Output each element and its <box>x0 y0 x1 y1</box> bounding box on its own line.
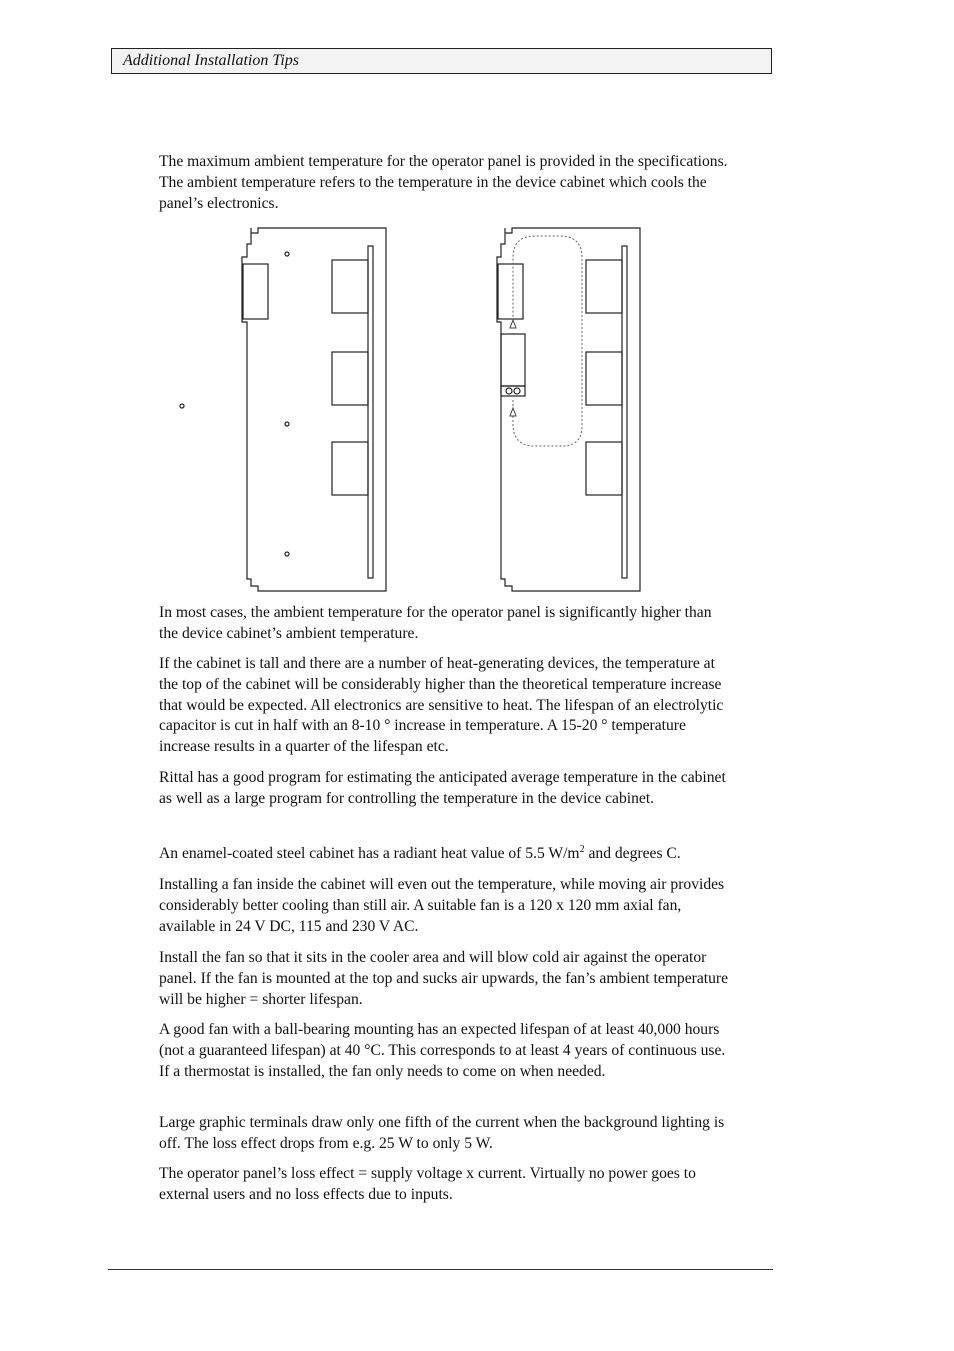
fan-body <box>501 334 525 386</box>
paragraph-rittal: Rittal has a good program for estimating the anticipated average temperature in the cabinet as well as a large program for controlling the temperature in the device cabinet. <box>159 769 726 807</box>
paragraph-fan-lifespan: A good fan with a ball-bearing mounting has an expected lifespan of at least 40,000 hours (not a guaranteed lifespan) at 40 °C. This corresponds to at least 4 years of continuous use. If a thermostat is installed, the fan only needs to come on when needed. <box>159 1021 726 1080</box>
paragraph-fan-placement: Install the fan so that it sits in the cooler area and will blow cold air against the operator panel. If the fan is mounted at the top and sucks air upwards, the fan’s ambient temperature will be higher = shorter lifespan. <box>159 949 728 1008</box>
running-header <box>111 48 772 74</box>
paragraph-loss-effect: The operator panel’s loss effect = supply voltage x current. Virtually no power goes to external users and no loss effects due to inputs. <box>159 1165 696 1203</box>
paragraph-tall-cabinet: If the cabinet is tall and there are a number of heat-generating devices, the temperature at the top of the cabinet will be considerably higher than the theoretical temperature increase that would be expected. All electronics are sensitive to heat. The lifespan of an electrolytic capacitor is cut in half with an 8-10 ° increase in temperature. A 15-20 ° temperature increase results in a quarter of the lifespan etc. <box>159 655 724 756</box>
enamel-text-end: and degrees C. <box>584 845 681 862</box>
fan-base <box>501 386 525 396</box>
cabinet-diagram <box>170 224 650 596</box>
marker-circle <box>180 404 184 408</box>
intro-paragraph: The maximum ambient temperature for the operator panel is provided in the specifications. The ambient temperature refers to the temperature in the device cabinet which cools the panel’s electronics. <box>159 153 728 212</box>
superscript-two: 2 <box>579 844 585 855</box>
cabinet-without-fan <box>242 228 386 591</box>
paragraph-fan: Installing a fan inside the cabinet will even out the temperature, while moving air provides considerably better cooling than still air. A suitable fan is a 120 x 120 mm axial fan, available in 24 V DC, 115 and 230 V AC. <box>159 876 725 935</box>
paragraph-panel-temperature: In most cases, the ambient temperature for the operator panel is significantly higher than the device cabinet’s ambient temperature. <box>159 604 712 642</box>
footer-rule <box>108 1269 773 1270</box>
header-title: Additional Installation Tips <box>123 52 300 69</box>
enamel-text: An enamel-coated steel cabinet has a radiant heat value of 5.5 W/m <box>159 845 580 862</box>
cabinet-with-fan <box>497 228 640 591</box>
paragraph-graphic-terminals: Large graphic terminals draw only one fifth of the current when the background lighting is off. The loss effect drops from e.g. 25 W to only 5 W. <box>159 1114 725 1152</box>
paragraph-enamel-cabinet <box>159 844 729 865</box>
